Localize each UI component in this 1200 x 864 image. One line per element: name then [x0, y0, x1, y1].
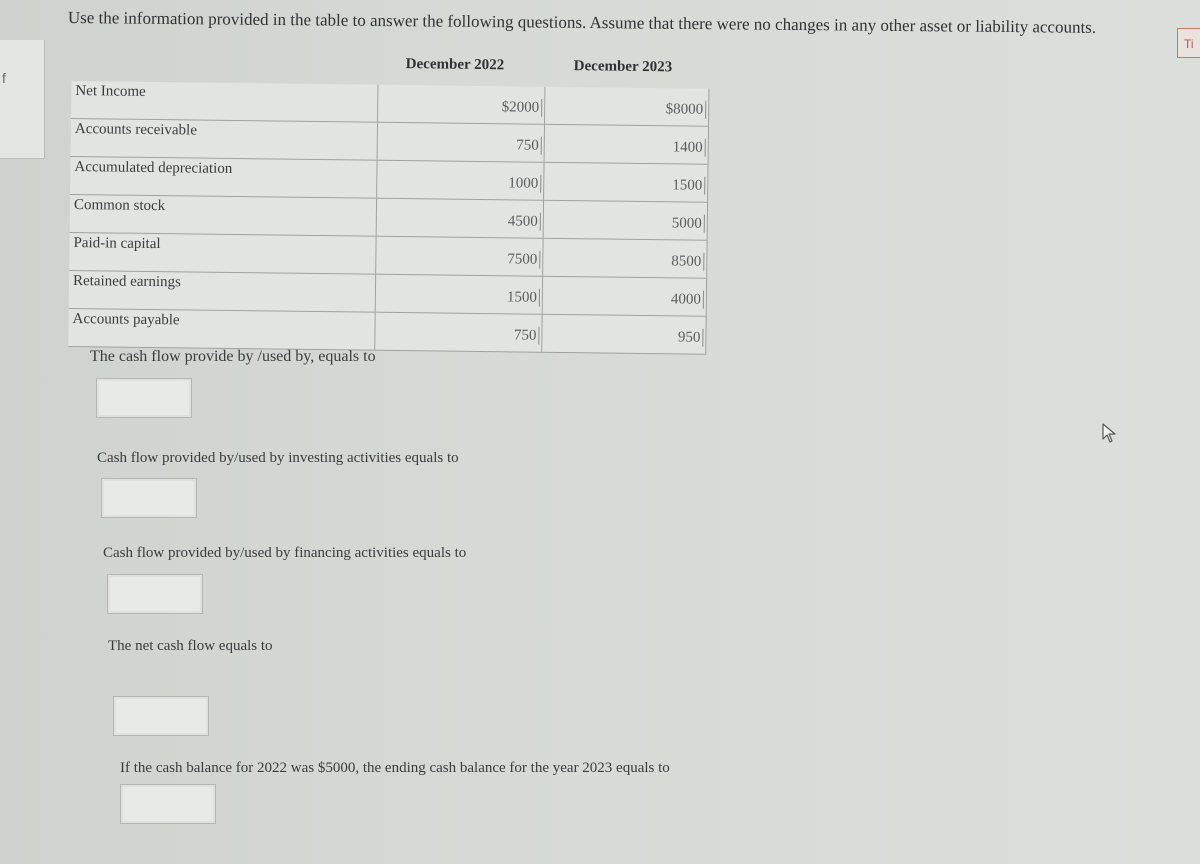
- left-edge-mark: f: [2, 70, 6, 86]
- cell-dec-2023: [544, 163, 708, 202]
- row-label: Paid-in capital: [73, 235, 161, 253]
- question-operating-cash-flow: The cash flow provide by /used by, equals to: [90, 348, 376, 365]
- corner-tab-button[interactable]: Ti: [1177, 28, 1200, 58]
- question-net-cash-flow: The net cash flow equals to: [108, 638, 273, 654]
- cell-dec-2023: [545, 87, 709, 126]
- cell-value: 750: [516, 136, 542, 154]
- cell-dec-2022: [375, 237, 543, 276]
- cell-value: 1500: [507, 288, 540, 306]
- cell-value: 1500: [672, 176, 705, 194]
- column-header-dec-2023: December 2023: [573, 58, 673, 76]
- row-label: Accumulated depreciation: [74, 159, 233, 177]
- cell-value: 4000: [671, 290, 704, 308]
- instruction-text: Use the information provided in the table to answer the following questions. Assume that there were no changes in any other asset or liability accounts.: [67, 8, 1097, 37]
- cell-dec-2023: [543, 277, 707, 316]
- row-label: Accounts receivable: [74, 121, 198, 139]
- cell-dec-2022: [377, 123, 545, 162]
- answer-input-financing-cash-flow[interactable]: [107, 574, 203, 614]
- answer-input-operating-cash-flow[interactable]: [96, 378, 192, 418]
- cell-value: 7500: [507, 250, 540, 268]
- cell-value: 950: [678, 328, 704, 346]
- cell-dec-2023: [544, 201, 708, 240]
- cell-dec-2023: [545, 125, 709, 164]
- question-investing-cash-flow: Cash flow provided by/used by investing activities equals to: [97, 450, 459, 466]
- cell-value: $2000: [502, 98, 543, 116]
- cell-dec-2022: [376, 199, 544, 238]
- answer-input-investing-cash-flow[interactable]: [101, 478, 197, 518]
- cell-dec-2023: [543, 239, 707, 278]
- cell-dec-2022: [375, 275, 543, 314]
- cell-value: 750: [514, 326, 540, 344]
- question-ending-cash-balance: If the cash balance for 2022 was $5000, the ending cash balance for the year 2023 equals to: [120, 760, 670, 776]
- mouse-pointer-icon: [1100, 422, 1118, 444]
- table-body: [68, 81, 709, 355]
- row-label: Common stock: [73, 197, 166, 215]
- cell-value: 1400: [673, 138, 706, 156]
- cell-dec-2022: [374, 313, 542, 352]
- question-financing-cash-flow: Cash flow provided by/used by financing activities equals to: [103, 545, 467, 561]
- cell-value: 4500: [508, 212, 541, 230]
- cell-value: 5000: [672, 214, 705, 232]
- left-panel-edge: [0, 40, 45, 159]
- row-label: Net Income: [75, 83, 146, 100]
- cell-dec-2022: [376, 161, 544, 200]
- column-header-dec-2022: December 2022: [405, 56, 505, 74]
- answer-input-ending-cash-balance[interactable]: [120, 784, 216, 824]
- cell-dec-2023: [542, 315, 706, 354]
- row-label: Retained earnings: [72, 273, 182, 291]
- cell-value: 1000: [508, 174, 541, 192]
- answer-input-net-cash-flow[interactable]: [113, 696, 209, 736]
- cell-value: 8500: [671, 252, 704, 270]
- row-label: Accounts payable: [72, 311, 180, 329]
- financial-data-table: [68, 40, 712, 368]
- cell-value: $8000: [666, 100, 707, 118]
- cell-dec-2022: [377, 85, 545, 124]
